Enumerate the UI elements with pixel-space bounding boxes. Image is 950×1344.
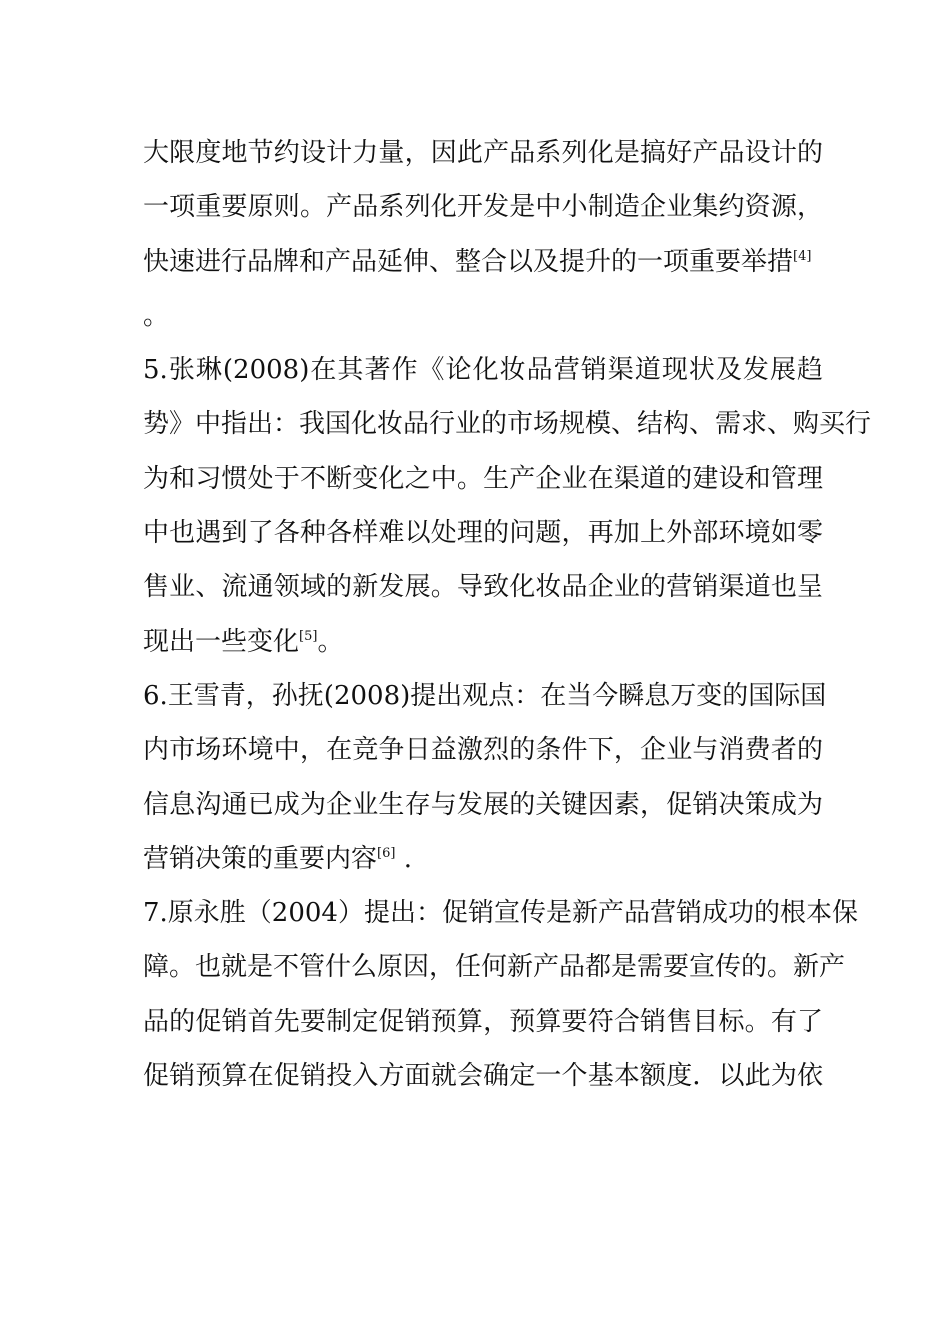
text-line <box>143 289 823 343</box>
text-line <box>143 615 823 669</box>
body-text <box>143 126 872 1103</box>
text-line-content: 一项重要原则。产品系列化开发是中小制造企业集约资源， <box>143 192 823 223</box>
text-line-content: 势》中指出：我国化妆品行业的市场规模、结构、需求、购买行 <box>143 409 872 440</box>
text-line-content: 信息沟通已成为企业生存与发展的关键因素，促销决策成为 <box>143 789 823 820</box>
text-line-content: 营销决策的重要内容 <box>143 843 378 874</box>
text-line <box>143 452 823 506</box>
text-line-content: 。 <box>143 300 170 331</box>
text-line <box>143 397 872 451</box>
text-line <box>143 126 823 180</box>
text-line <box>143 235 823 289</box>
text-line <box>143 669 827 723</box>
text-line <box>143 1049 823 1103</box>
text-line-content: 障。也就是不管什么原因，任何新产品都是需要宣传的。新产 <box>143 952 846 983</box>
citation-reference: [5] <box>299 628 318 644</box>
text-line <box>143 723 823 777</box>
text-line <box>143 886 858 940</box>
text-line <box>143 832 823 886</box>
text-line-content: 售业、流通领域的新发展。导致化妆品企业的营销渠道也呈 <box>143 572 823 603</box>
citation-reference: [6] <box>377 845 396 861</box>
text-line-content: 品的促销首先要制定促销预算，预算要符合销售目标。有了 <box>143 1006 823 1037</box>
text-line-content: 为和习惯处于不断变化之中。生产企业在渠道的建设和管理 <box>143 463 823 494</box>
text-line-content: 现出一些变化 <box>143 626 300 657</box>
text-line-content: 内市场环境中，在竞争日益激烈的条件下，企业与消费者的 <box>143 735 823 766</box>
text-line-content: 7.原永胜（2004）提出：促销宣传是新产品营销成功的根本保 <box>143 898 858 929</box>
text-line-content: 中也遇到了各种各样难以处理的问题，再加上外部环境如零 <box>143 518 823 549</box>
text-line <box>143 506 823 560</box>
text-line <box>143 343 823 397</box>
text-line-content: 快速进行品牌和产品延伸、整合以及提升的一项重要举措 <box>143 246 794 277</box>
text-line <box>143 995 823 1049</box>
text-line-tail: . <box>395 843 412 874</box>
text-line-content: 大限度地节约设计力量，因此产品系列化是搞好产品设计的 <box>143 138 823 168</box>
text-line-content: 5.张琳(2008)在其著作《论化妆品营销渠道现状及发展趋 <box>143 355 823 386</box>
text-line <box>143 560 823 614</box>
text-line-tail: 。 <box>317 626 344 657</box>
text-line <box>143 180 823 234</box>
text-line <box>143 940 846 994</box>
text-line <box>143 778 823 832</box>
text-line-content: 6.王雪青，孙抚(2008)提出观点：在当今瞬息万变的国际国 <box>143 680 827 711</box>
citation-reference: [4] <box>793 248 812 264</box>
text-line-content: 促销预算在促销投入方面就会确定一个基本额度．以此为依 <box>143 1061 823 1092</box>
